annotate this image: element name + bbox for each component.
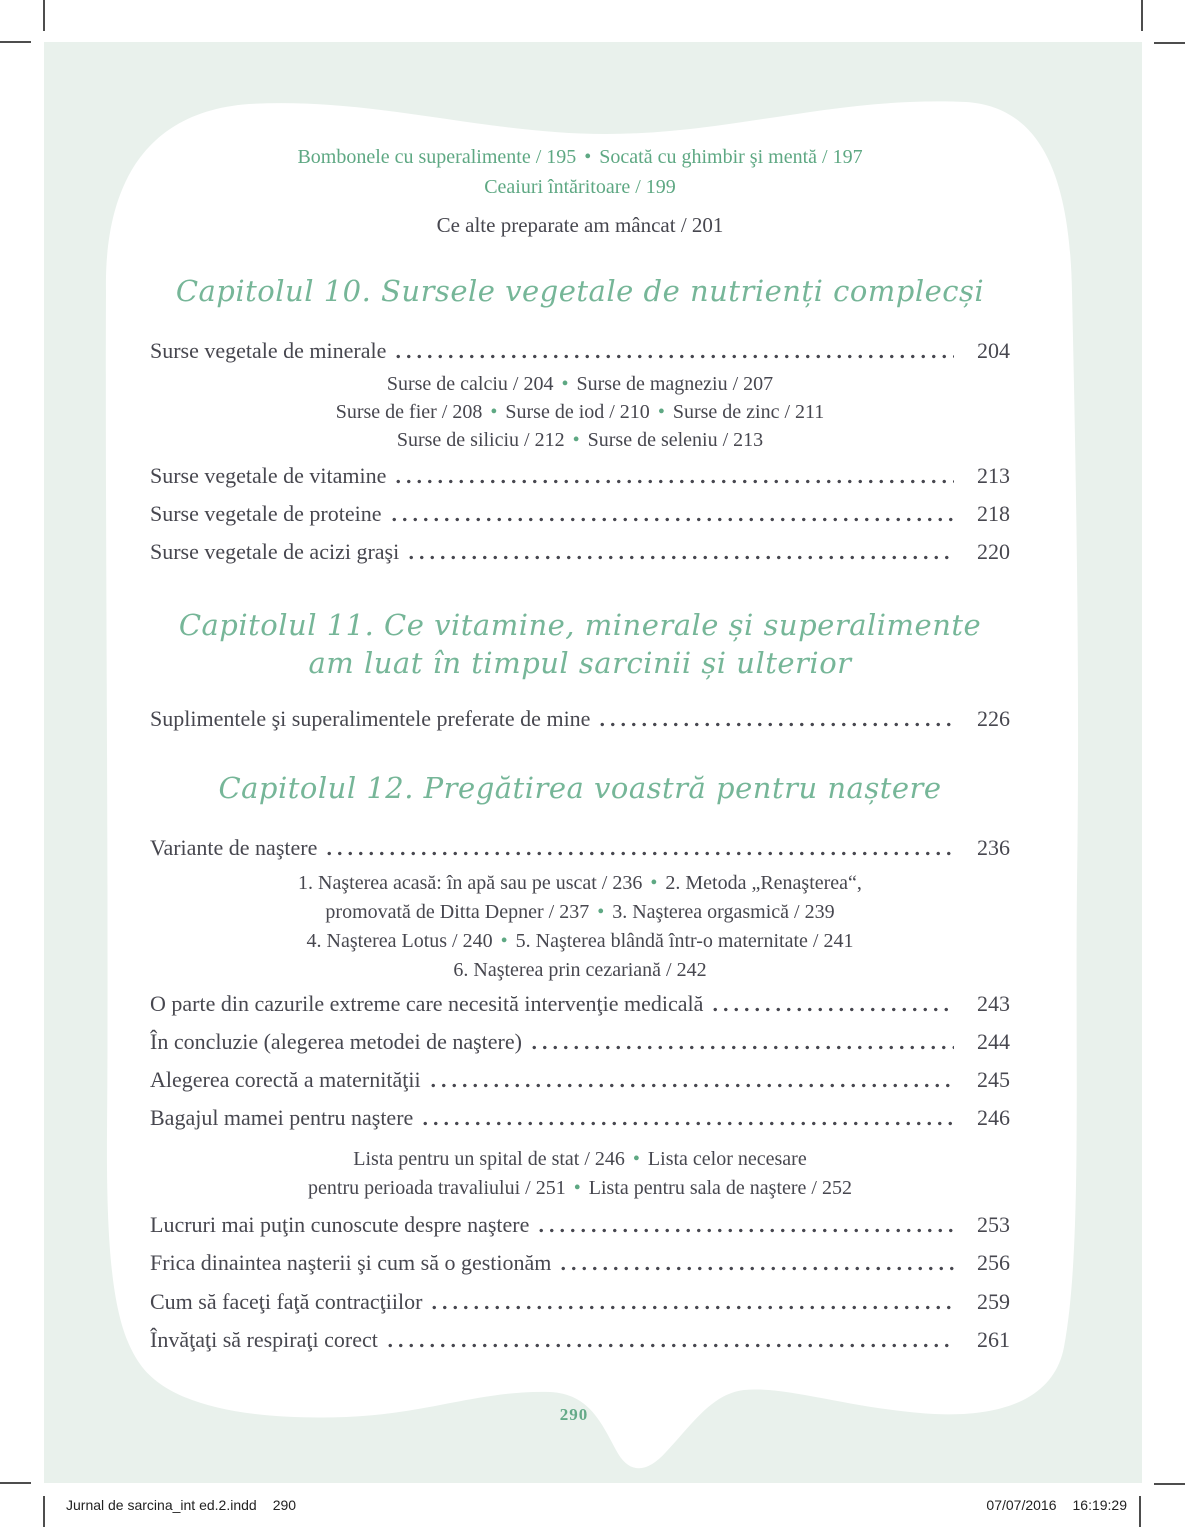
- toc-entry-page: 218: [977, 501, 1010, 526]
- toc-entry-title: Surse vegetale de proteine: [150, 501, 382, 526]
- toc-entry-acizi-grasi: [150, 539, 1010, 565]
- toc-entry-alegerea-maternitatii: [150, 1067, 1010, 1093]
- toc-entry-page: 253: [977, 1212, 1010, 1237]
- toc-entry-page: 243: [977, 991, 1010, 1016]
- bullet-separator: •: [650, 872, 658, 894]
- slug-filename: Jurnal de sarcina_int ed.2.indd: [66, 1497, 257, 1513]
- slug-time: 16:19:29: [1072, 1497, 1127, 1513]
- recipe-links-line-2: [150, 176, 1010, 199]
- chapter-10-heading: Capitolul 10. Sursele vegetale de nutrienți complecși: [175, 274, 985, 308]
- recipe-links-line-1: [150, 146, 1010, 169]
- toc-entry-frica: [150, 1250, 1010, 1276]
- toc-subentries-line: [150, 872, 1010, 895]
- bullet-separator: •: [584, 146, 592, 168]
- toc-entry-title: Lucruri mai puţin cunoscute despre naştere: [150, 1212, 530, 1237]
- toc-entry-cazuri-extreme: [150, 991, 1010, 1017]
- toc-entry-title: Frica dinaintea naşterii şi cum să o gestionăm: [150, 1250, 552, 1275]
- toc-subentry: Surse de calciu / 204: [386, 373, 554, 395]
- slug-line-right: [986, 1497, 1127, 1513]
- toc-entry-variante: [150, 835, 1010, 861]
- bullet-separator: •: [572, 429, 580, 451]
- toc-subentry: 2. Metoda „Renaşterea“,: [665, 872, 862, 894]
- dot-leader: [428, 1082, 954, 1089]
- toc-subentry: Surse de siliciu / 212: [396, 429, 565, 451]
- toc-entry-vitamine: [150, 463, 1010, 489]
- book-page-background: [44, 42, 1142, 1483]
- toc-subentry: pentru perioada travaliului / 251: [308, 1177, 566, 1199]
- toc-content: [150, 42, 1010, 1483]
- dot-leader: [389, 516, 954, 523]
- toc-entry-concluzie: [150, 1029, 1010, 1055]
- toc-entry-page: 226: [977, 706, 1010, 731]
- dot-leader: [529, 1044, 954, 1051]
- crop-mark-top-left-vertical: [43, 0, 45, 31]
- toc-subentry: Surse de zinc / 211: [672, 401, 825, 423]
- toc-subentry: 6. Naşterea prin cezariană / 242: [453, 959, 707, 981]
- dot-leader: [385, 1342, 954, 1349]
- toc-subentry: Lista pentru sala de naştere / 252: [588, 1177, 852, 1199]
- toc-entry-respirati: [150, 1327, 1010, 1353]
- toc-entry-page: 246: [977, 1105, 1010, 1130]
- toc-subentry: Lista celor necesare: [647, 1148, 807, 1170]
- toc-entry-page: 236: [977, 835, 1010, 860]
- dot-leader: [558, 1265, 954, 1272]
- toc-subentries-line: [150, 959, 1010, 982]
- toc-entry-title: Surse vegetale de vitamine: [150, 463, 387, 488]
- crop-mark-bottom-right-horizontal: [1154, 1483, 1185, 1485]
- dot-leader: [393, 353, 954, 360]
- slug-page: 290: [272, 1497, 297, 1513]
- crop-mark-top-right-horizontal: [1154, 42, 1185, 44]
- toc-subentries-line: [150, 930, 1010, 953]
- recipe-link: Socată cu ghimbir şi mentă / 197: [599, 146, 863, 168]
- toc-entry-title: Surse vegetale de acizi graşi: [150, 539, 400, 564]
- toc-subentries-line: [150, 401, 1010, 424]
- recipe-link: Ceaiuri întăritoare / 199: [484, 176, 676, 198]
- toc-subentries-line: [150, 1148, 1010, 1171]
- toc-entry-page: 244: [977, 1029, 1010, 1054]
- dot-leader: [324, 850, 954, 857]
- toc-entry-contractii: [150, 1289, 1010, 1315]
- toc-subentry: 1. Naşterea acasă: în apă sau pe uscat / 236: [298, 872, 643, 894]
- toc-subentry: promovată de Ditta Depner / 237: [325, 901, 590, 923]
- dot-leader: [406, 554, 954, 561]
- recipe-link: Bombonele cu superalimente / 195: [297, 146, 577, 168]
- crop-mark-top-right-vertical: [1141, 0, 1143, 31]
- toc-entry-title: Surse vegetale de minerale: [150, 338, 387, 363]
- toc-entry-title: Suplimentele şi superalimentele preferate de mine: [150, 706, 591, 731]
- dot-leader: [429, 1304, 954, 1311]
- toc-entry-page: 259: [977, 1289, 1010, 1314]
- chapter-11-heading-line-1: Capitolul 11. Ce vitamine, minerale și superalimente: [178, 608, 982, 642]
- bullet-separator: •: [490, 401, 498, 423]
- toc-entry-title: Învăţaţi să respiraţi corect: [150, 1327, 378, 1352]
- toc-entry-title: În concluzie (alegerea metodei de naştere): [150, 1029, 522, 1054]
- dot-leader: [393, 478, 954, 485]
- toc-entry-lucruri: [150, 1212, 1010, 1238]
- slug-line-left: [66, 1497, 296, 1513]
- toc-entry-suplimente: [150, 706, 1010, 732]
- chapter-11-heading-line-2: am luat în timpul sarcinii și ulterior: [308, 646, 852, 680]
- toc-entry-page: 261: [977, 1327, 1010, 1352]
- toc-subentry: Surse de fier / 208: [335, 401, 483, 423]
- dot-leader: [597, 721, 954, 728]
- crop-mark-bottom-left-vertical: [43, 1496, 45, 1527]
- crop-mark-top-left-horizontal: [0, 41, 31, 43]
- crop-mark-bottom-left-horizontal: [0, 1482, 31, 1484]
- intro-entry: [150, 213, 1010, 238]
- toc-entry-page: 204: [977, 338, 1010, 363]
- toc-entry-title: Alegerea corectă a maternităţii: [150, 1067, 421, 1092]
- toc-subentry: 5. Naşterea blândă într-o maternitate / 241: [515, 930, 854, 952]
- toc-entry-title: Bagajul mamei pentru naştere: [150, 1105, 414, 1130]
- toc-entry-minerale: [150, 338, 1010, 364]
- bullet-separator: •: [597, 901, 605, 923]
- toc-entry-proteine: [150, 501, 1010, 527]
- bullet-separator: •: [573, 1177, 581, 1199]
- chapter-12-heading: Capitolul 12. Pregătirea voastră pentru naștere: [218, 771, 942, 805]
- toc-subentry: Surse de seleniu / 213: [587, 429, 764, 451]
- toc-entry-title: Cum să faceţi faţă contracţiilor: [150, 1289, 423, 1314]
- toc-subentry: 4. Naşterea Lotus / 240: [306, 930, 493, 952]
- toc-subentries-line: [150, 1177, 1010, 1200]
- slug-date: 07/07/2016: [986, 1497, 1057, 1513]
- toc-entry-page: 213: [977, 463, 1010, 488]
- bullet-separator: •: [561, 373, 569, 395]
- dot-leader: [536, 1227, 954, 1234]
- toc-entry-bagajul-mamei: [150, 1105, 1010, 1131]
- intro-entry-text: Ce alte preparate am mâncat / 201: [436, 213, 724, 237]
- crop-mark-bottom-right-vertical: [1139, 1496, 1141, 1527]
- toc-entry-title: O parte din cazurile extreme care necesită intervenţie medicală: [150, 991, 704, 1016]
- bullet-separator: •: [500, 930, 508, 952]
- toc-subentry: Surse de magneziu / 207: [576, 373, 774, 395]
- dot-leader: [420, 1120, 954, 1127]
- bullet-separator: •: [657, 401, 665, 423]
- toc-subentry: 3. Naşterea orgasmică / 239: [612, 901, 835, 923]
- toc-entry-page: 220: [977, 539, 1010, 564]
- toc-entry-title: Variante de naştere: [150, 835, 318, 860]
- toc-subentries-line: [150, 901, 1010, 924]
- toc-subentry: Lista pentru un spital de stat / 246: [353, 1148, 625, 1170]
- toc-subentries-line: [150, 373, 1010, 396]
- page-number: 290: [559, 1405, 589, 1424]
- toc-subentries-line: [150, 429, 1010, 452]
- dot-leader: [710, 1006, 954, 1013]
- toc-entry-page: 245: [977, 1067, 1010, 1092]
- toc-entry-page: 256: [977, 1250, 1010, 1275]
- bullet-separator: •: [632, 1148, 640, 1170]
- toc-subentry: Surse de iod / 210: [505, 401, 650, 423]
